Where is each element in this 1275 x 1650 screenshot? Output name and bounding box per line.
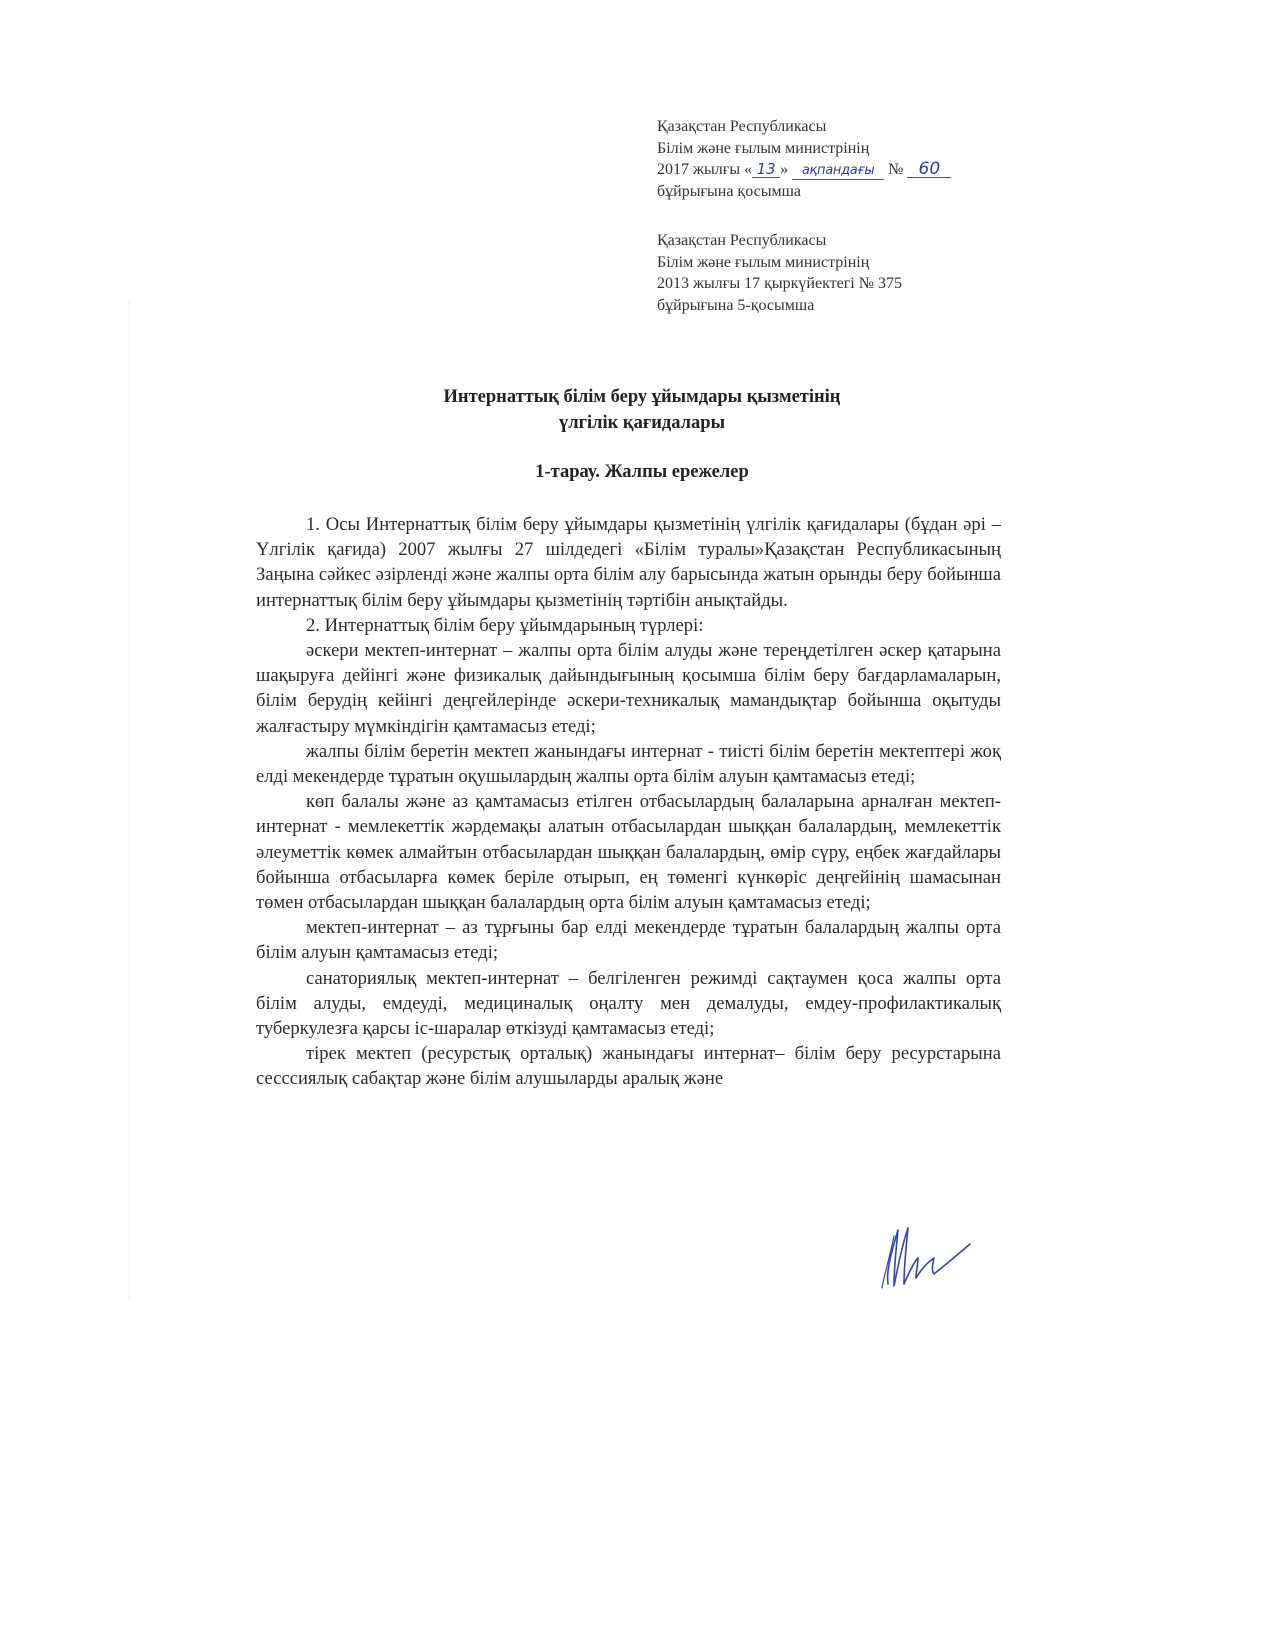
paragraph-7: санаториялық мектеп-интернат – белгіленген режимді сақтаумен қоса жалпы орта білім алуды, емдеуді, медициналық оңалту мен демалуды, емдеу-профилактикалық туберкулезға қарсы іс-шаралар өткізуді қамтамасыз етеді; xyxy=(256,967,1001,1040)
order-day-handwritten: 13 xyxy=(752,161,780,178)
scan-edge xyxy=(128,300,131,1300)
paragraph-4: жалпы білім беретін мектеп жанындағы интернат - тиісті білім беретін мектептері жоқ елді мекендерде тұратын оқушылардың жалпы орта білім алуын қамтамасыз етеді; xyxy=(256,740,1001,788)
title-line-1: Интернаттық білім беру ұйымдары қызметінің xyxy=(443,387,841,407)
title-line-2: үлгілік қағидалары xyxy=(558,413,726,433)
order-month-handwritten: ақпандағы xyxy=(792,163,884,180)
order-number-handwritten: 60 xyxy=(907,161,951,178)
body-text xyxy=(256,512,1001,1092)
header-gap xyxy=(657,202,951,230)
header-block xyxy=(657,116,951,316)
paragraph-6: мектеп-интернат – аз тұрғыны бар елді мекендерде тұратын балалардың жалпы орта білім алуын қамтамасыз етеді; xyxy=(256,917,1001,964)
order-line-1: Қазақстан Республикасы xyxy=(657,118,827,135)
paragraph-8: тірек мектеп (ресурстық орталық) жанындағы интернат– білім беру ресурстарына сесссиялық сабақтар және білім алушыларды аралық және xyxy=(256,1043,1001,1090)
order-line-2: Білім және ғылым министрінің xyxy=(657,139,870,157)
annex-line-2: Білім және ғылым министрінің xyxy=(657,253,870,271)
paragraph-2: 2. Интернаттық білім беру ұйымдарының түрлері: xyxy=(306,614,704,636)
annex-line-4: бұйрығына 5-қосымша xyxy=(657,296,815,314)
document-title xyxy=(262,384,1022,436)
paragraph-3: әскери мектеп-интернат – жалпы орта білім алуды және тереңдетілген әскер қатарына шақыруға дейінгі және физикалық дайындығының қосымша білім беру бағдарламаларын, білім берудің кейінгі деңгейлерінде әскери-техникалық мамандықтар бойынша оқытуды жалғастыру мүмкіндігін қамтамасыз етеді; xyxy=(256,640,1001,737)
order-date-prefix: 2017 жылғы « xyxy=(657,161,753,178)
order-suffix: бұйрығына қосымша xyxy=(657,182,801,200)
annex-line-1: Қазақстан Республикасы xyxy=(657,232,827,249)
annex-line-3: 2013 жылғы 17 қыркүйектегі № 375 xyxy=(657,275,902,292)
order-date-line xyxy=(657,159,951,181)
handwritten-signature xyxy=(872,1222,982,1292)
order-date-mid: » xyxy=(780,161,789,178)
order-number-prefix: № xyxy=(888,161,904,178)
paragraph-5: көп балалы және аз қамтамасыз етілген отбасылардың балаларына арналған мектеп-интернат - мемлекеттік жәрдемақы алатын отбасылардан шыққан балалардың, мемлекеттік әлеуметтік көмек алмайтын отбасылардан шыққан балалардың, өмір сүру, еңбек жағдайлары бойынша отбасыларға көмек беріле отырып, ең төменгі күнкөріс деңгейінің шамасынан төмен отбасылардан шыққан балалардың орта білім алуын қамтамасыз етеді; xyxy=(256,791,1001,914)
chapter-heading: 1-тарау. Жалпы ережелер xyxy=(535,462,749,482)
paragraph-1: 1. Осы Интернаттық білім беру ұйымдары қызметінің үлгілік қағидалары (бұдан әрі – Үлгілік қағида) 2007 жылғы 27 шілдедегі «Білім туралы»Қазақстан Республикасының Заңына сәйкес әзірленді және жалпы орта білім алу барысында жатын орынды беру бойынша интернаттық білім беру ұйымдары қызметінің тәртібін анықтайды. xyxy=(256,514,1001,611)
